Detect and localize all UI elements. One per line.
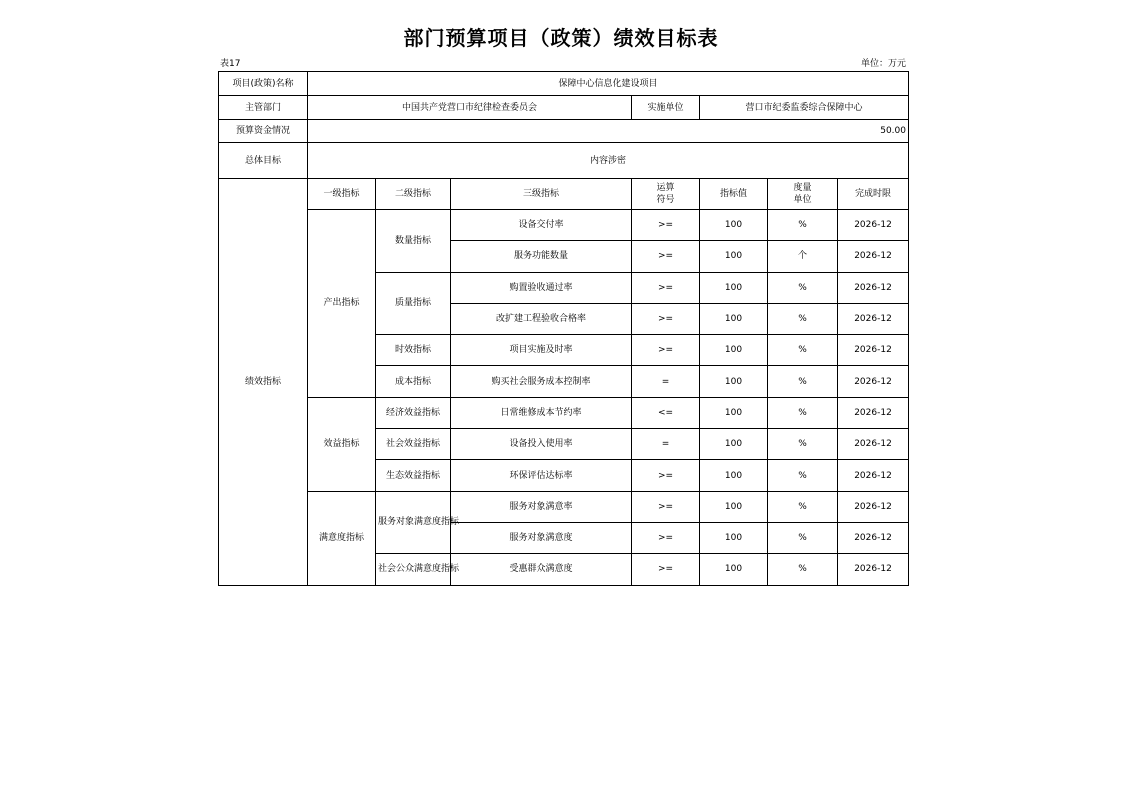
level2-indicator: 社会效益指标 <box>376 429 451 460</box>
target-value-cell: 100 <box>700 554 768 585</box>
level2-indicator: 时效指标 <box>376 335 451 366</box>
indicator-row <box>219 210 909 241</box>
header-unit: 度量 单位 <box>768 179 838 210</box>
deadline-cell: 2026-12 <box>838 522 909 553</box>
level1-indicator: 满意度指标 <box>308 491 376 585</box>
table-number: 表17 <box>220 59 241 69</box>
measure-unit-cell: % <box>768 366 838 397</box>
level3-indicator: 购买社会服务成本控制率 <box>451 366 632 397</box>
measure-unit-cell: % <box>768 491 838 522</box>
measure-unit-cell: 个 <box>768 241 838 272</box>
budget-row <box>219 120 909 143</box>
goal-label: 总体目标 <box>219 143 308 179</box>
operator-cell: = <box>632 366 700 397</box>
indicator-row <box>219 397 909 428</box>
deadline-cell: 2026-12 <box>838 429 909 460</box>
unit-label: 单位：万元 <box>860 59 906 69</box>
deadline-cell: 2026-12 <box>838 335 909 366</box>
budget-value: 50.00 <box>308 120 909 143</box>
level1-indicator: 产出指标 <box>308 210 376 398</box>
operator-cell: >= <box>632 522 700 553</box>
operator-cell: >= <box>632 303 700 334</box>
indicator-row <box>219 491 909 522</box>
target-value-cell: 100 <box>700 210 768 241</box>
target-value-cell: 100 <box>700 241 768 272</box>
department-row <box>219 96 909 120</box>
level3-indicator: 设备交付率 <box>451 210 632 241</box>
measure-unit-cell: % <box>768 429 838 460</box>
dept-value: 中国共产党营口市纪律检查委员会 <box>308 96 632 120</box>
deadline-cell: 2026-12 <box>838 272 909 303</box>
level3-indicator: 购置验收通过率 <box>451 272 632 303</box>
level3-indicator: 服务对象满意度 <box>451 522 632 553</box>
level3-indicator: 日常维修成本节约率 <box>451 397 632 428</box>
deadline-cell: 2026-12 <box>838 303 909 334</box>
target-value-cell: 100 <box>700 460 768 491</box>
measure-unit-cell: % <box>768 397 838 428</box>
impl-label: 实施单位 <box>632 96 700 120</box>
target-value-cell: 100 <box>700 491 768 522</box>
target-value-cell: 100 <box>700 429 768 460</box>
project-name-label: 项目(政策)名称 <box>219 72 308 96</box>
level3-indicator: 改扩建工程验收合格率 <box>451 303 632 334</box>
deadline-cell: 2026-12 <box>838 210 909 241</box>
deadline-cell: 2026-12 <box>838 366 909 397</box>
operator-cell: >= <box>632 491 700 522</box>
measure-unit-cell: % <box>768 460 838 491</box>
operator-cell: >= <box>632 460 700 491</box>
deadline-cell: 2026-12 <box>838 241 909 272</box>
measure-unit-cell: % <box>768 303 838 334</box>
level3-indicator: 服务功能数量 <box>451 241 632 272</box>
target-value-cell: 100 <box>700 303 768 334</box>
operator-cell: >= <box>632 554 700 585</box>
operator-cell: >= <box>632 335 700 366</box>
indicator-header-row <box>219 179 909 210</box>
target-value-cell: 100 <box>700 366 768 397</box>
level2-indicator: 经济效益指标 <box>376 397 451 428</box>
level3-indicator: 设备投入使用率 <box>451 429 632 460</box>
goal-value: 内容涉密 <box>308 143 909 179</box>
operator-cell: >= <box>632 210 700 241</box>
level2-indicator: 成本指标 <box>376 366 451 397</box>
level2-indicator: 数量指标 <box>376 210 451 273</box>
target-value-cell: 100 <box>700 272 768 303</box>
operator-cell: >= <box>632 272 700 303</box>
header-operator: 运算 符号 <box>632 179 700 210</box>
operator-cell: = <box>632 429 700 460</box>
header-deadline: 完成时限 <box>838 179 909 210</box>
measure-unit-cell: % <box>768 272 838 303</box>
measure-unit-cell: % <box>768 522 838 553</box>
header-level3: 三级指标 <box>451 179 632 210</box>
project-name-value: 保障中心信息化建设项目 <box>308 72 909 96</box>
project-name-row <box>219 72 909 96</box>
header-level2: 二级指标 <box>376 179 451 210</box>
performance-target-table <box>218 71 909 586</box>
dept-label: 主管部门 <box>219 96 308 120</box>
goal-row <box>219 143 909 179</box>
deadline-cell: 2026-12 <box>838 460 909 491</box>
level2-indicator: 服务对象满意度指标 <box>376 491 451 554</box>
level2-indicator: 社会公众满意度指标 <box>376 554 451 585</box>
level3-indicator: 环保评估达标率 <box>451 460 632 491</box>
target-value-cell: 100 <box>700 522 768 553</box>
operator-cell: >= <box>632 241 700 272</box>
level3-indicator: 服务对象满意率 <box>451 491 632 522</box>
level3-indicator: 项目实施及时率 <box>451 335 632 366</box>
measure-unit-cell: % <box>768 335 838 366</box>
deadline-cell: 2026-12 <box>838 491 909 522</box>
deadline-cell: 2026-12 <box>838 397 909 428</box>
impl-value: 营口市纪委监委综合保障中心 <box>700 96 909 120</box>
level2-indicator: 生态效益指标 <box>376 460 451 491</box>
page-title: 部门预算项目（政策）绩效目标表 <box>403 26 719 50</box>
target-value-cell: 100 <box>700 335 768 366</box>
deadline-cell: 2026-12 <box>838 554 909 585</box>
header-value: 指标值 <box>700 179 768 210</box>
measure-unit-cell: % <box>768 210 838 241</box>
perf-indicator-label: 绩效指标 <box>219 179 308 586</box>
header-level1: 一级指标 <box>308 179 376 210</box>
target-value-cell: 100 <box>700 397 768 428</box>
operator-cell: <= <box>632 397 700 428</box>
level2-indicator: 质量指标 <box>376 272 451 335</box>
budget-label: 预算资金情况 <box>219 120 308 143</box>
level3-indicator: 受惠群众满意度 <box>451 554 632 585</box>
measure-unit-cell: % <box>768 554 838 585</box>
level1-indicator: 效益指标 <box>308 397 376 491</box>
